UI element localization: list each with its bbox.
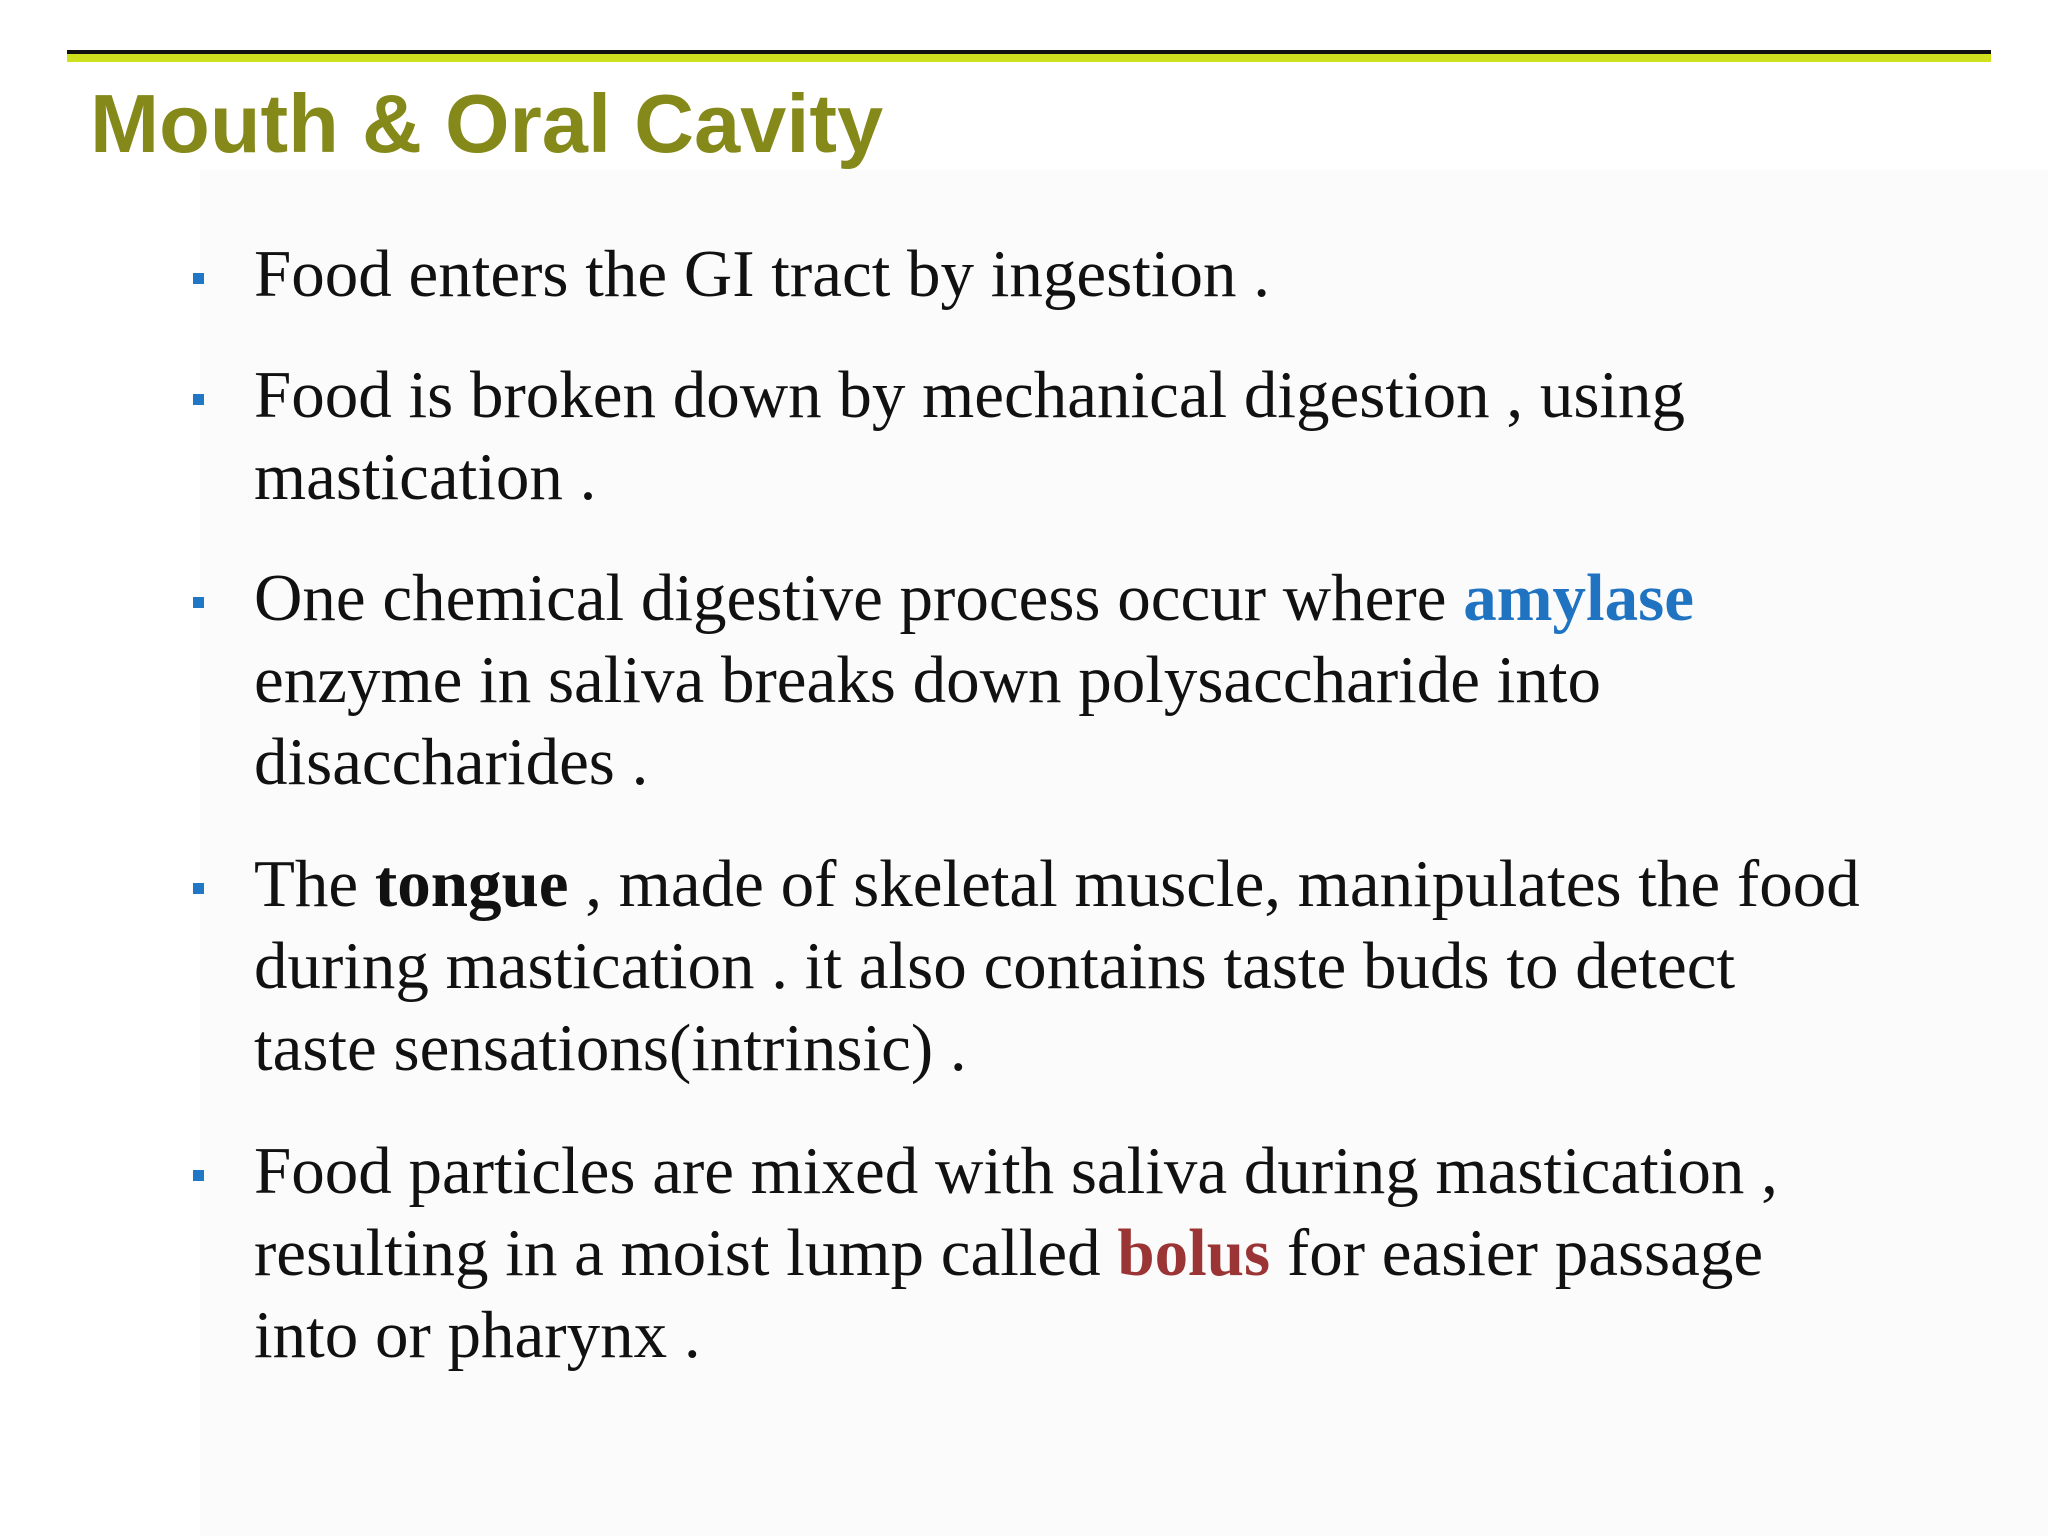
bullet-text bbox=[254, 843, 1954, 1089]
bullet-text-segment: resulting in a moist lump called bbox=[254, 1216, 1118, 1290]
bullet-text-segment: , made of skeletal muscle, manipulates the food bbox=[568, 847, 1860, 921]
square-bullet-icon bbox=[193, 1170, 204, 1181]
keyword-bolus: bolus bbox=[1117, 1216, 1271, 1290]
slide-title: Mouth & Oral Cavity bbox=[90, 77, 884, 170]
bullet-line: Food is broken down by mechanical digestion , using bbox=[254, 358, 1686, 432]
bullet-line: during mastication . it also contains taste buds to detect bbox=[254, 929, 1736, 1003]
square-bullet-icon bbox=[193, 883, 204, 894]
bullet-line: mastication . bbox=[254, 440, 597, 514]
bullet-line bbox=[254, 843, 1954, 925]
bullet-line bbox=[254, 1212, 1954, 1294]
bullet-line bbox=[254, 557, 1954, 639]
bullet-line: Food enters the GI tract by ingestion . bbox=[254, 237, 1270, 311]
bullet-text bbox=[254, 557, 1954, 803]
square-bullet-icon bbox=[193, 273, 204, 284]
bullet-text bbox=[254, 354, 1954, 518]
keyword-tongue: tongue bbox=[374, 847, 569, 921]
keyword-amylase: amylase bbox=[1463, 561, 1694, 635]
bullet-text-segment: for easier passage bbox=[1270, 1216, 1764, 1290]
bullet-line: taste sensations(intrinsic) . bbox=[254, 1011, 967, 1085]
bullet-line: disaccharides . bbox=[254, 725, 649, 799]
square-bullet-icon bbox=[193, 394, 204, 405]
square-bullet-icon bbox=[193, 597, 204, 608]
bullet-text bbox=[254, 1130, 1954, 1376]
bullet-text-segment: The bbox=[254, 847, 375, 921]
bullet-line: Food particles are mixed with saliva during mastication , bbox=[254, 1134, 1778, 1208]
bullet-line: enzyme in saliva breaks down polysaccharide into bbox=[254, 643, 1602, 717]
bullet-line: into or pharynx . bbox=[254, 1298, 701, 1372]
bullet-text-segment: One chemical digestive process occur where bbox=[254, 561, 1464, 635]
bullet-text bbox=[254, 233, 1954, 315]
